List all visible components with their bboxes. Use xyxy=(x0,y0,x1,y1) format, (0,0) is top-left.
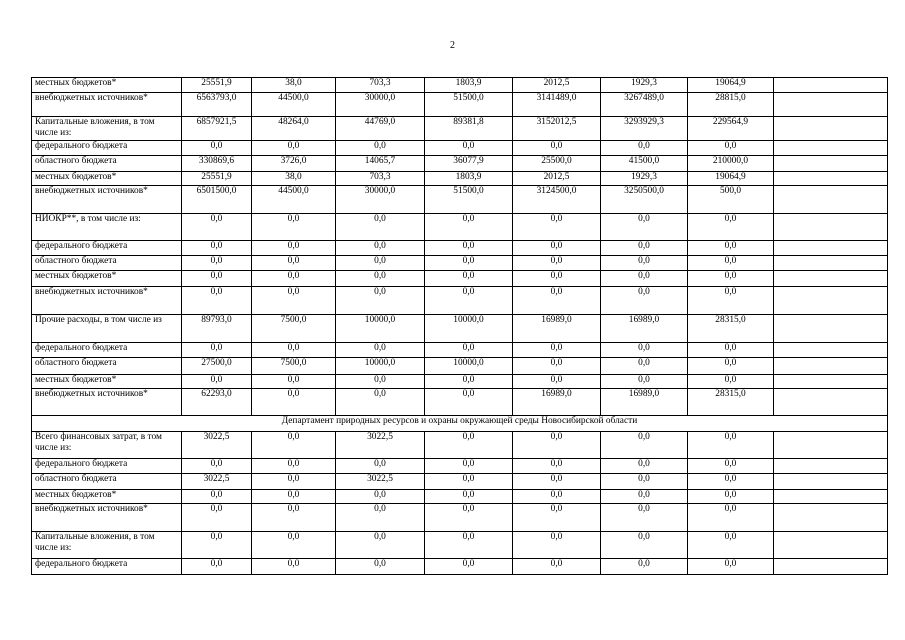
value-cell: 6857921,5 xyxy=(182,117,252,141)
table-row xyxy=(32,256,888,271)
row-label: областного бюджета xyxy=(32,156,182,172)
value-cell: 0,0 xyxy=(336,214,425,241)
value-cell: 0,0 xyxy=(688,504,774,532)
value-cell: 0,0 xyxy=(601,256,688,271)
value-cell: 0,0 xyxy=(336,343,425,358)
value-cell: 0,0 xyxy=(425,490,513,504)
table-row xyxy=(32,186,888,214)
value-cell: 0,0 xyxy=(601,241,688,256)
value-cell: 51500,0 xyxy=(425,186,513,214)
value-cell: 0,0 xyxy=(425,271,513,287)
value-cell: 0,0 xyxy=(336,256,425,271)
value-cell xyxy=(774,156,888,172)
value-cell: 0,0 xyxy=(252,474,336,490)
value-cell: 14065,7 xyxy=(336,156,425,172)
budget-table xyxy=(31,77,888,575)
value-cell: 10000,0 xyxy=(336,358,425,375)
row-label: областного бюджета xyxy=(32,358,182,375)
value-cell: 16989,0 xyxy=(601,315,688,343)
value-cell xyxy=(774,432,888,459)
row-label: федерального бюджета xyxy=(32,343,182,358)
value-cell xyxy=(774,93,888,117)
value-cell: 6501500,0 xyxy=(182,186,252,214)
value-cell: 0,0 xyxy=(336,389,425,416)
row-label: внебюджетных источников* xyxy=(32,186,182,214)
table-row xyxy=(32,172,888,186)
table-row xyxy=(32,490,888,504)
value-cell: 3250500,0 xyxy=(601,186,688,214)
row-label: НИОКР**, в том числе из: xyxy=(32,214,182,241)
value-cell: 0,0 xyxy=(688,343,774,358)
row-label: местных бюджетов* xyxy=(32,375,182,389)
value-cell: 25500,0 xyxy=(513,156,601,172)
row-label: федерального бюджета xyxy=(32,141,182,156)
value-cell: 0,0 xyxy=(601,343,688,358)
value-cell: 3726,0 xyxy=(252,156,336,172)
value-cell: 0,0 xyxy=(688,474,774,490)
value-cell: 0,0 xyxy=(425,432,513,459)
value-cell: 0,0 xyxy=(688,459,774,474)
value-cell: 0,0 xyxy=(425,389,513,416)
value-cell xyxy=(774,490,888,504)
value-cell: 25551,9 xyxy=(182,172,252,186)
value-cell: 0,0 xyxy=(688,256,774,271)
value-cell: 19064,9 xyxy=(688,172,774,186)
budget-table-body xyxy=(32,78,888,575)
table-row xyxy=(32,432,888,459)
value-cell: 330869,6 xyxy=(182,156,252,172)
value-cell: 703,3 xyxy=(336,78,425,93)
value-cell: 0,0 xyxy=(425,214,513,241)
value-cell: 0,0 xyxy=(688,214,774,241)
table-row xyxy=(32,375,888,389)
value-cell: 0,0 xyxy=(601,459,688,474)
value-cell: 7500,0 xyxy=(252,358,336,375)
table-row xyxy=(32,358,888,375)
value-cell: 38,0 xyxy=(252,78,336,93)
value-cell xyxy=(774,172,888,186)
row-label: Капитальные вложения, в том числе из: xyxy=(32,532,182,559)
value-cell: 0,0 xyxy=(513,532,601,559)
table-row xyxy=(32,93,888,117)
value-cell: 0,0 xyxy=(425,474,513,490)
value-cell: 0,0 xyxy=(336,141,425,156)
value-cell: 0,0 xyxy=(425,287,513,315)
page-number: 2 xyxy=(450,40,455,51)
value-cell: 0,0 xyxy=(182,504,252,532)
value-cell: 2012,5 xyxy=(513,78,601,93)
value-cell: 6563793,0 xyxy=(182,93,252,117)
value-cell: 89381,8 xyxy=(425,117,513,141)
table-row xyxy=(32,343,888,358)
value-cell: 0,0 xyxy=(688,271,774,287)
value-cell xyxy=(774,375,888,389)
table-row xyxy=(32,78,888,93)
value-cell: 0,0 xyxy=(182,459,252,474)
table-row xyxy=(32,474,888,490)
table-row xyxy=(32,241,888,256)
value-cell xyxy=(774,389,888,416)
value-cell: 3022,5 xyxy=(336,432,425,459)
row-label: федерального бюджета xyxy=(32,459,182,474)
row-label: местных бюджетов* xyxy=(32,490,182,504)
value-cell: 3141489,0 xyxy=(513,93,601,117)
value-cell: 62293,0 xyxy=(182,389,252,416)
value-cell: 0,0 xyxy=(601,490,688,504)
value-cell: 0,0 xyxy=(182,532,252,559)
value-cell: 0,0 xyxy=(182,256,252,271)
value-cell: 0,0 xyxy=(252,490,336,504)
value-cell: 3124500,0 xyxy=(513,186,601,214)
value-cell: 0,0 xyxy=(182,241,252,256)
table-row xyxy=(32,214,888,241)
value-cell: 25551,9 xyxy=(182,78,252,93)
value-cell: 0,0 xyxy=(336,504,425,532)
value-cell: 0,0 xyxy=(513,490,601,504)
value-cell: 0,0 xyxy=(513,343,601,358)
value-cell xyxy=(774,287,888,315)
value-cell: 16989,0 xyxy=(601,389,688,416)
value-cell: 44500,0 xyxy=(252,186,336,214)
value-cell: 0,0 xyxy=(182,375,252,389)
value-cell: 3267489,0 xyxy=(601,93,688,117)
value-cell: 0,0 xyxy=(252,459,336,474)
value-cell: 0,0 xyxy=(252,532,336,559)
value-cell: 28815,0 xyxy=(688,93,774,117)
value-cell: 0,0 xyxy=(252,389,336,416)
value-cell: 0,0 xyxy=(252,256,336,271)
value-cell: 0,0 xyxy=(601,141,688,156)
row-label: областного бюджета xyxy=(32,256,182,271)
section-header-row xyxy=(32,416,888,432)
value-cell: 28315,0 xyxy=(688,315,774,343)
table-row xyxy=(32,141,888,156)
row-label: внебюджетных источников* xyxy=(32,93,182,117)
value-cell xyxy=(774,315,888,343)
value-cell: 27500,0 xyxy=(182,358,252,375)
value-cell: 0,0 xyxy=(182,559,252,575)
value-cell: 36077,9 xyxy=(425,156,513,172)
value-cell: 30000,0 xyxy=(336,186,425,214)
value-cell xyxy=(774,358,888,375)
value-cell: 10000,0 xyxy=(425,358,513,375)
value-cell: 0,0 xyxy=(513,256,601,271)
value-cell: 16989,0 xyxy=(513,389,601,416)
value-cell: 1929,3 xyxy=(601,78,688,93)
value-cell: 0,0 xyxy=(425,141,513,156)
value-cell: 0,0 xyxy=(513,241,601,256)
value-cell: 3152012,5 xyxy=(513,117,601,141)
value-cell: 0,0 xyxy=(252,241,336,256)
table-row xyxy=(32,459,888,474)
value-cell: 0,0 xyxy=(425,459,513,474)
value-cell: 0,0 xyxy=(336,532,425,559)
row-label: федерального бюджета xyxy=(32,241,182,256)
value-cell: 0,0 xyxy=(336,287,425,315)
value-cell: 0,0 xyxy=(336,375,425,389)
value-cell: 3293929,3 xyxy=(601,117,688,141)
value-cell: 0,0 xyxy=(513,432,601,459)
value-cell: 0,0 xyxy=(336,271,425,287)
value-cell: 0,0 xyxy=(252,343,336,358)
value-cell: 0,0 xyxy=(425,559,513,575)
value-cell xyxy=(774,186,888,214)
value-cell: 0,0 xyxy=(688,490,774,504)
table-row xyxy=(32,271,888,287)
value-cell: 0,0 xyxy=(252,271,336,287)
row-label: местных бюджетов* xyxy=(32,172,182,186)
value-cell: 0,0 xyxy=(601,559,688,575)
value-cell: 0,0 xyxy=(182,343,252,358)
value-cell xyxy=(774,78,888,93)
value-cell: 0,0 xyxy=(336,559,425,575)
value-cell: 0,0 xyxy=(513,559,601,575)
value-cell: 1803,9 xyxy=(425,172,513,186)
value-cell: 0,0 xyxy=(513,474,601,490)
value-cell: 0,0 xyxy=(688,432,774,459)
table-row xyxy=(32,559,888,575)
value-cell xyxy=(774,256,888,271)
value-cell: 1803,9 xyxy=(425,78,513,93)
value-cell: 0,0 xyxy=(182,271,252,287)
value-cell: 38,0 xyxy=(252,172,336,186)
row-label: внебюджетных источников* xyxy=(32,287,182,315)
value-cell: 16989,0 xyxy=(513,315,601,343)
value-cell xyxy=(774,459,888,474)
value-cell: 0,0 xyxy=(182,141,252,156)
value-cell: 0,0 xyxy=(252,287,336,315)
value-cell: 0,0 xyxy=(252,559,336,575)
value-cell: 10000,0 xyxy=(336,315,425,343)
value-cell: 229564,9 xyxy=(688,117,774,141)
value-cell: 0,0 xyxy=(513,358,601,375)
value-cell: 3022,5 xyxy=(182,432,252,459)
value-cell: 0,0 xyxy=(601,504,688,532)
value-cell: 0,0 xyxy=(688,287,774,315)
value-cell: 0,0 xyxy=(513,459,601,474)
value-cell: 0,0 xyxy=(182,214,252,241)
value-cell: 0,0 xyxy=(182,490,252,504)
value-cell xyxy=(774,474,888,490)
value-cell: 7500,0 xyxy=(252,315,336,343)
value-cell: 2012,5 xyxy=(513,172,601,186)
value-cell: 0,0 xyxy=(336,241,425,256)
value-cell: 28315,0 xyxy=(688,389,774,416)
table-row xyxy=(32,287,888,315)
row-label: Всего финансовых затрат, в том числе из: xyxy=(32,432,182,459)
value-cell: 0,0 xyxy=(513,214,601,241)
value-cell: 51500,0 xyxy=(425,93,513,117)
value-cell: 0,0 xyxy=(182,287,252,315)
value-cell xyxy=(774,241,888,256)
value-cell: 703,3 xyxy=(336,172,425,186)
value-cell: 0,0 xyxy=(513,287,601,315)
value-cell xyxy=(774,343,888,358)
value-cell: 3022,5 xyxy=(336,474,425,490)
value-cell: 0,0 xyxy=(425,532,513,559)
value-cell: 0,0 xyxy=(252,214,336,241)
value-cell: 1929,3 xyxy=(601,172,688,186)
row-label: Прочие расходы, в том числе из xyxy=(32,315,182,343)
value-cell: 0,0 xyxy=(601,214,688,241)
value-cell: 0,0 xyxy=(688,532,774,559)
row-label: внебюджетных источников* xyxy=(32,389,182,416)
value-cell: 500,0 xyxy=(688,186,774,214)
value-cell: 0,0 xyxy=(336,490,425,504)
value-cell xyxy=(774,559,888,575)
table-row xyxy=(32,532,888,559)
value-cell: 0,0 xyxy=(513,504,601,532)
value-cell: 41500,0 xyxy=(601,156,688,172)
value-cell: 0,0 xyxy=(425,241,513,256)
value-cell: 0,0 xyxy=(688,241,774,256)
value-cell xyxy=(774,504,888,532)
value-cell: 0,0 xyxy=(688,141,774,156)
value-cell: 0,0 xyxy=(601,287,688,315)
value-cell xyxy=(774,214,888,241)
value-cell: 19064,9 xyxy=(688,78,774,93)
table-row xyxy=(32,117,888,141)
value-cell: 0,0 xyxy=(252,504,336,532)
value-cell: 0,0 xyxy=(252,141,336,156)
value-cell: 89793,0 xyxy=(182,315,252,343)
value-cell: 0,0 xyxy=(601,271,688,287)
value-cell: 0,0 xyxy=(601,358,688,375)
value-cell: 10000,0 xyxy=(425,315,513,343)
value-cell: 44769,0 xyxy=(336,117,425,141)
table-row xyxy=(32,315,888,343)
value-cell: 0,0 xyxy=(688,358,774,375)
row-label: Капитальные вложения, в том числе из: xyxy=(32,117,182,141)
value-cell: 0,0 xyxy=(601,532,688,559)
value-cell xyxy=(774,271,888,287)
value-cell: 0,0 xyxy=(425,343,513,358)
value-cell xyxy=(774,141,888,156)
row-label: внебюджетных источников* xyxy=(32,504,182,532)
value-cell: 30000,0 xyxy=(336,93,425,117)
value-cell xyxy=(774,117,888,141)
value-cell: 0,0 xyxy=(425,256,513,271)
value-cell: 210000,0 xyxy=(688,156,774,172)
value-cell: 0,0 xyxy=(513,375,601,389)
table-row xyxy=(32,504,888,532)
value-cell: 0,0 xyxy=(513,141,601,156)
table-row xyxy=(32,156,888,172)
value-cell: 0,0 xyxy=(252,375,336,389)
value-cell: 0,0 xyxy=(425,375,513,389)
value-cell: 3022,5 xyxy=(182,474,252,490)
row-label: местных бюджетов* xyxy=(32,271,182,287)
value-cell: 0,0 xyxy=(252,432,336,459)
value-cell: 0,0 xyxy=(601,375,688,389)
table-row xyxy=(32,389,888,416)
value-cell: 0,0 xyxy=(425,504,513,532)
value-cell: 0,0 xyxy=(688,559,774,575)
value-cell: 0,0 xyxy=(336,459,425,474)
row-label: областного бюджета xyxy=(32,474,182,490)
value-cell: 48264,0 xyxy=(252,117,336,141)
value-cell: 0,0 xyxy=(513,271,601,287)
value-cell: 0,0 xyxy=(688,375,774,389)
section-title: Департамент природных ресурсов и охраны окружающей среды Новосибирской области xyxy=(32,416,888,432)
value-cell: 0,0 xyxy=(601,474,688,490)
value-cell: 44500,0 xyxy=(252,93,336,117)
row-label: федерального бюджета xyxy=(32,559,182,575)
row-label: местных бюджетов* xyxy=(32,78,182,93)
value-cell xyxy=(774,532,888,559)
value-cell: 0,0 xyxy=(601,432,688,459)
